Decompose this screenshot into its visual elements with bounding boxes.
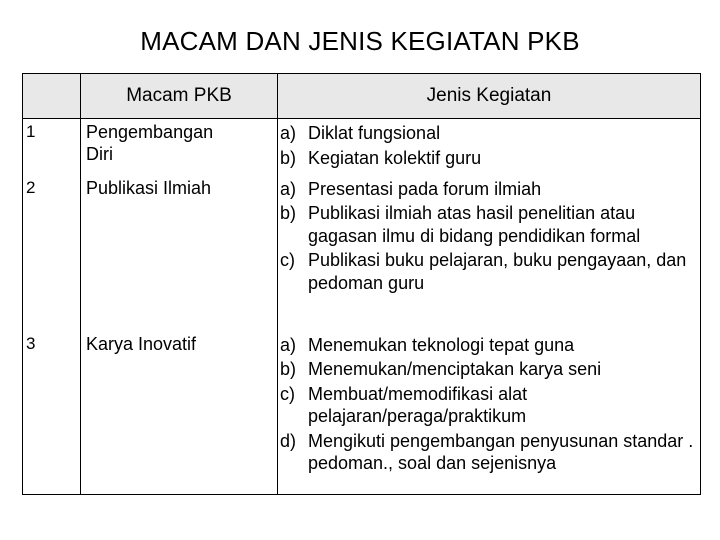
- item-text: Membuat/memodifikasi alat pelajaran/peraga/praktikum: [308, 383, 528, 426]
- item-text: Menemukan teknologi tepat guna: [308, 334, 575, 355]
- table-row: [23, 175, 701, 331]
- row-macam: Publikasi Ilmiah: [81, 175, 278, 331]
- item-text: Menemukan/menciptakan karya seni: [308, 359, 602, 379]
- row-jenis: [278, 119, 701, 175]
- item-label: a): [280, 123, 297, 143]
- list-item: [280, 383, 696, 428]
- item-text: Publikasi ilmiah atas hasil penelitian atau gagasan ilmu di bidang pendidikan formal: [308, 203, 641, 246]
- list-item: [280, 147, 696, 170]
- row-macam: Pengembangan Diri: [81, 119, 278, 175]
- list-item: [280, 334, 696, 357]
- item-label: a): [280, 178, 297, 199]
- list-item: [280, 122, 696, 145]
- item-label: d): [280, 430, 297, 451]
- item-text: Mengikuti pengembangan penyusunan standar . pedoman., soal dan sejenisnya: [308, 430, 694, 473]
- item-label: c): [280, 383, 295, 404]
- item-text: Presentasi pada forum ilmiah: [308, 178, 542, 199]
- item-label: b): [280, 359, 297, 379]
- list-item: [280, 178, 696, 201]
- item-text: Kegiatan kolektif guru: [308, 147, 482, 168]
- item-label: a): [280, 334, 297, 355]
- row-jenis: [278, 331, 701, 495]
- row-number: 3: [23, 331, 81, 495]
- item-text: Diklat fungsional: [308, 123, 441, 143]
- table-header-row: [23, 74, 701, 119]
- row-number: 2: [23, 175, 81, 331]
- header-number: [23, 74, 81, 119]
- item-label: b): [280, 147, 297, 168]
- pkb-table: [22, 73, 701, 495]
- header-jenis: Jenis Kegiatan: [278, 74, 701, 119]
- item-text: Publikasi buku pelajaran, buku pengayaan, dan pedoman guru: [308, 250, 687, 293]
- list-item: [280, 249, 696, 294]
- list-item: [280, 358, 696, 381]
- table-row: [23, 331, 701, 495]
- page-title: MACAM DAN JENIS KEGIATAN PKB: [140, 26, 580, 56]
- list-item: [280, 430, 696, 475]
- row-jenis: [278, 175, 701, 331]
- row-macam: Karya Inovatif: [81, 331, 278, 495]
- row-number: 1: [23, 119, 81, 175]
- item-label: c): [280, 250, 295, 270]
- list-item: [280, 202, 696, 247]
- table-row: [23, 119, 701, 175]
- item-label: b): [280, 203, 297, 223]
- header-macam: Macam PKB: [81, 74, 278, 119]
